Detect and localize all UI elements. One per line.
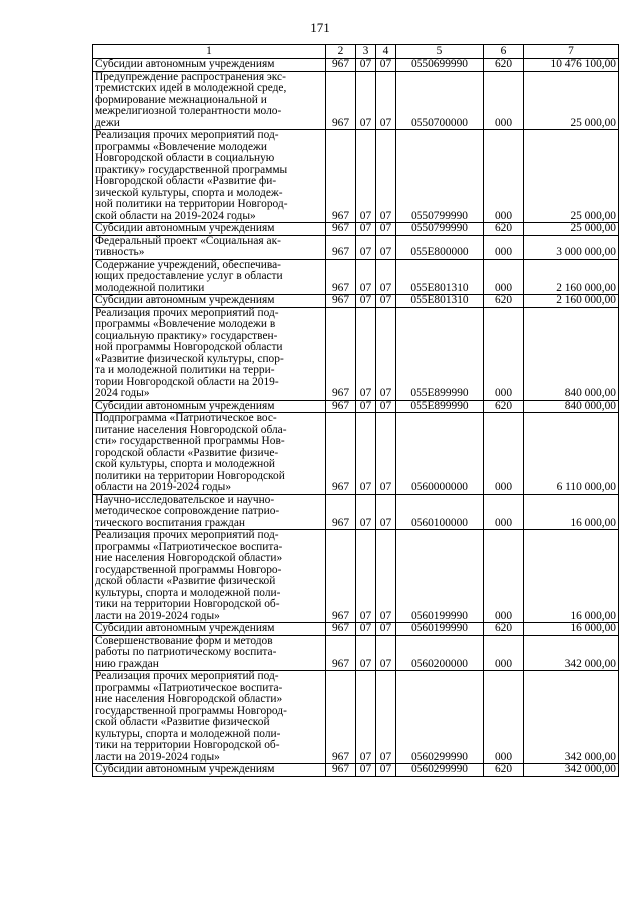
table-row [93,635,619,671]
cell-amount: 25 000,00 [524,130,619,223]
cell-subsection-code: 07 [376,764,396,777]
cell-subsection-code: 07 [376,494,396,530]
table-row [93,494,619,530]
page-number: 171 [310,20,330,35]
table-row [93,235,619,259]
table-row [93,307,619,400]
cell-subsection-code: 07 [376,671,396,764]
table-row [93,130,619,223]
cell-expense-type: 620 [484,764,524,777]
cell-amount: 25 000,00 [524,71,619,130]
cell-subsection-code: 07 [376,413,396,495]
cell-subsection-code: 07 [376,400,396,413]
cell-target-article: 0560100000 [396,494,484,530]
cell-target-article: 055E899990 [396,307,484,400]
cell-target-article: 0550799990 [396,223,484,236]
cell-expense-type: 620 [484,223,524,236]
cell-name: Реализация прочих мероприятий под- программы «Вовлечение молодежи Новгородской области в социальную практику» государственной программы Новгородской области «Развитие фи- зической культуры, спорта и молодеж- ной политики на территории Новгород- ской области на 2019-2024 годы» [93,130,326,223]
cell-amount: 840 000,00 [524,400,619,413]
cell-expense-type: 620 [484,59,524,72]
cell-expense-type: 000 [484,635,524,671]
cell-subsection-code: 07 [376,530,396,623]
cell-expense-type: 000 [484,71,524,130]
cell-name: Совершенствование форм и методов работы по патриотическому воспита- нию граждан [93,635,326,671]
cell-target-article: 0560299990 [396,671,484,764]
cell-amount: 16 000,00 [524,494,619,530]
cell-target-article: 055E899990 [396,400,484,413]
cell-expense-type: 620 [484,295,524,308]
cell-section-code: 07 [356,413,376,495]
cell-expense-type: 620 [484,400,524,413]
cell-ministry-code: 967 [326,259,356,295]
cell-amount: 840 000,00 [524,307,619,400]
cell-amount: 3 000 000,00 [524,235,619,259]
cell-name: Реализация прочих мероприятий под- программы «Патриотическое воспита- ние населения Новгородской области» государственной программы Новгоро- дской области «Развитие физической культуры, спорта и молодежной поли- тики на территории Новгородской об- ласти на 2019-2024 годы» [93,530,326,623]
cell-amount: 16 000,00 [524,623,619,636]
cell-target-article: 055E801310 [396,295,484,308]
cell-ministry-code: 967 [326,764,356,777]
cell-name: Субсидии автономным учреждениям [93,59,326,72]
table-row [93,671,619,764]
header-cell-amount: 7 [524,45,619,59]
header-cell-expense-type: 6 [484,45,524,59]
cell-section-code: 07 [356,623,376,636]
table-row [93,764,619,777]
cell-amount: 2 160 000,00 [524,295,619,308]
cell-name: Субсидии автономным учреждениям [93,764,326,777]
cell-section-code: 07 [356,400,376,413]
cell-section-code: 07 [356,130,376,223]
cell-ministry-code: 967 [326,635,356,671]
cell-section-code: 07 [356,764,376,777]
header-cell-target-article: 5 [396,45,484,59]
cell-amount: 25 000,00 [524,223,619,236]
cell-section-code: 07 [356,494,376,530]
cell-name: Содержание учреждений, обеспечива- ющих предоставление услуг в области молодежной политики [93,259,326,295]
cell-expense-type: 000 [484,530,524,623]
cell-expense-type: 000 [484,671,524,764]
table-row [93,623,619,636]
cell-target-article: 055E800000 [396,235,484,259]
cell-expense-type: 000 [484,259,524,295]
header-cell-subsection-code: 4 [376,45,396,59]
header-cell-name: 1 [93,45,326,59]
cell-subsection-code: 07 [376,235,396,259]
cell-target-article: 0550700000 [396,71,484,130]
table-row [93,413,619,495]
header-cell-ministry-code: 2 [326,45,356,59]
cell-section-code: 07 [356,235,376,259]
cell-subsection-code: 07 [376,635,396,671]
cell-ministry-code: 967 [326,671,356,764]
cell-ministry-code: 967 [326,235,356,259]
cell-section-code: 07 [356,635,376,671]
cell-subsection-code: 07 [376,307,396,400]
table-row [93,295,619,308]
cell-name: Предупреждение распространения экс- тремистских идей в молодежной среде, формирование межнациональной и межрелигиозной толерантности моло- дежи [93,71,326,130]
cell-name: Субсидии автономным учреждениям [93,400,326,413]
cell-ministry-code: 967 [326,223,356,236]
cell-expense-type: 000 [484,130,524,223]
cell-target-article: 0560000000 [396,413,484,495]
cell-ministry-code: 967 [326,71,356,130]
cell-amount: 342 000,00 [524,671,619,764]
cell-target-article: 0560199990 [396,530,484,623]
cell-subsection-code: 07 [376,259,396,295]
cell-name: Реализация прочих мероприятий под- программы «Вовлечение молодежи в социальную практику» государствен- ной программы Новгородской области «Развитие физической культуры, спор- та и молодежной политики на терри- тории Новгородской области на 2019- 2024 годы» [93,307,326,400]
cell-amount: 342 000,00 [524,764,619,777]
cell-ministry-code: 967 [326,623,356,636]
cell-section-code: 07 [356,71,376,130]
table-row [93,59,619,72]
cell-subsection-code: 07 [376,295,396,308]
cell-ministry-code: 967 [326,530,356,623]
cell-target-article: 0560199990 [396,623,484,636]
cell-amount: 6 110 000,00 [524,413,619,495]
table-row [93,400,619,413]
cell-name: Субсидии автономным учреждениям [93,223,326,236]
cell-ministry-code: 967 [326,130,356,223]
cell-target-article: 0550799990 [396,130,484,223]
cell-amount: 2 160 000,00 [524,259,619,295]
budget-table [92,44,619,777]
cell-expense-type: 000 [484,494,524,530]
header-cell-section-code: 3 [356,45,376,59]
cell-ministry-code: 967 [326,307,356,400]
table-row [93,223,619,236]
cell-amount: 16 000,00 [524,530,619,623]
cell-expense-type: 000 [484,413,524,495]
cell-subsection-code: 07 [376,59,396,72]
cell-ministry-code: 967 [326,413,356,495]
cell-section-code: 07 [356,59,376,72]
cell-name: Подпрограмма «Патриотическое вос- питание населения Новгородской обла- сти» государственной программы Нов- городской области «Развитие физиче- ской культуры, спорта и молодежной политики на территории Новгородской области на 2019-2024 годы» [93,413,326,495]
cell-section-code: 07 [356,295,376,308]
table-row [93,530,619,623]
cell-target-article: 0560299990 [396,764,484,777]
cell-subsection-code: 07 [376,130,396,223]
cell-name: Субсидии автономным учреждениям [93,623,326,636]
cell-section-code: 07 [356,259,376,295]
cell-section-code: 07 [356,530,376,623]
table-row [93,259,619,295]
cell-target-article: 0560200000 [396,635,484,671]
cell-expense-type: 620 [484,623,524,636]
table-header-row [93,45,619,59]
cell-subsection-code: 07 [376,71,396,130]
cell-amount: 10 476 100,00 [524,59,619,72]
cell-name: Реализация прочих мероприятий под- программы «Патриотическое воспита- ние населения Новгородской области» государственной программы Новгород- ской области «Развитие физической культуры, спорта и молодежной поли- тики на территории Новгородской об- ласти на 2019-2024 годы» [93,671,326,764]
cell-ministry-code: 967 [326,295,356,308]
cell-name: Федеральный проект «Социальная ак- тивность» [93,235,326,259]
cell-ministry-code: 967 [326,494,356,530]
cell-target-article: 055E801310 [396,259,484,295]
cell-amount: 342 000,00 [524,635,619,671]
cell-subsection-code: 07 [376,223,396,236]
cell-target-article: 0550699990 [396,59,484,72]
table-row [93,71,619,130]
cell-subsection-code: 07 [376,623,396,636]
cell-section-code: 07 [356,671,376,764]
cell-expense-type: 000 [484,307,524,400]
cell-ministry-code: 967 [326,59,356,72]
cell-section-code: 07 [356,307,376,400]
cell-name: Научно-исследовательское и научно- методическое сопровождение патрио- тического воспитания граждан [93,494,326,530]
cell-name: Субсидии автономным учреждениям [93,295,326,308]
cell-ministry-code: 967 [326,400,356,413]
cell-section-code: 07 [356,223,376,236]
cell-expense-type: 000 [484,235,524,259]
